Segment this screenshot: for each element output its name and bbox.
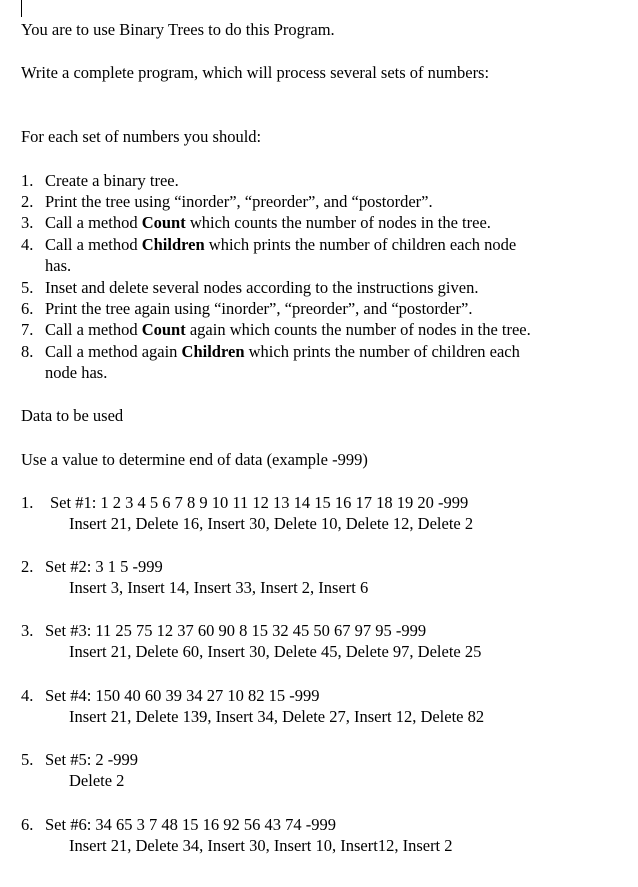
set-values: Set #2: 3 1 5 -999 bbox=[45, 557, 163, 576]
step-number: 6. bbox=[21, 299, 34, 318]
step-text: Call a method again Children which prints the number of children each bbox=[45, 342, 520, 361]
set-operations: Insert 21, Delete 139, Insert 34, Delete 27, Insert 12, Delete 82 bbox=[69, 707, 485, 726]
step-text: Create a binary tree. bbox=[45, 171, 179, 190]
set-values: Set #6: 34 65 3 7 48 15 16 92 56 43 74 -999 bbox=[45, 815, 337, 834]
step-text: Inset and delete several nodes according to the instructions given. bbox=[45, 278, 479, 297]
set-number: 3. bbox=[21, 621, 34, 640]
set-values: Set #4: 150 40 60 39 34 27 10 82 15 -999 bbox=[45, 686, 320, 705]
set-operations: Delete 2 bbox=[69, 771, 125, 790]
intro-line-3: For each set of numbers you should: bbox=[21, 127, 262, 146]
step-number: 2. bbox=[21, 192, 34, 211]
step-text-continued: node has. bbox=[45, 363, 108, 382]
set-operations: Insert 21, Delete 60, Insert 30, Delete 45, Delete 97, Delete 25 bbox=[69, 642, 482, 661]
set-number: 1. bbox=[21, 493, 34, 512]
set-operations: Insert 21, Delete 34, Insert 30, Insert 10, Insert12, Insert 2 bbox=[69, 836, 453, 855]
step-number: 3. bbox=[21, 213, 34, 232]
set-values: Set #5: 2 -999 bbox=[45, 750, 139, 769]
step-number: 7. bbox=[21, 320, 34, 339]
step-number: 8. bbox=[21, 342, 34, 361]
step-text: Call a method Count again which counts the number of nodes in the tree. bbox=[45, 320, 531, 339]
set-operations: Insert 3, Insert 14, Insert 33, Insert 2, Insert 6 bbox=[69, 578, 369, 597]
step-text: Call a method Count which counts the number of nodes in the tree. bbox=[45, 213, 491, 232]
end-note: Use a value to determine end of data (example -999) bbox=[21, 450, 368, 469]
step-text: Call a method Children which prints the number of children each node bbox=[45, 235, 517, 254]
data-heading: Data to be used bbox=[21, 406, 124, 425]
text-cursor bbox=[21, 0, 22, 17]
step-number: 1. bbox=[21, 171, 34, 190]
set-values: Set #1: 1 2 3 4 5 6 7 8 9 10 11 12 13 14 15 16 17 18 19 20 -999 bbox=[50, 493, 469, 512]
step-text: Print the tree again using “inorder”, “preorder”, and “postorder”. bbox=[45, 299, 473, 318]
set-number: 6. bbox=[21, 815, 34, 834]
step-number: 4. bbox=[21, 235, 34, 254]
set-number: 4. bbox=[21, 686, 34, 705]
set-operations: Insert 21, Delete 16, Insert 30, Delete 10, Delete 12, Delete 2 bbox=[69, 514, 474, 533]
set-values: Set #3: 11 25 75 12 37 60 90 8 15 32 45 50 67 97 95 -999 bbox=[45, 621, 427, 640]
step-text: Print the tree using “inorder”, “preorder”, and “postorder”. bbox=[45, 192, 433, 211]
intro-line-1: You are to use Binary Trees to do this Program. bbox=[21, 20, 335, 39]
step-text-continued: has. bbox=[45, 256, 72, 275]
step-number: 5. bbox=[21, 278, 34, 297]
set-number: 5. bbox=[21, 750, 34, 769]
intro-line-2: Write a complete program, which will process several sets of numbers: bbox=[21, 63, 490, 82]
set-number: 2. bbox=[21, 557, 34, 576]
